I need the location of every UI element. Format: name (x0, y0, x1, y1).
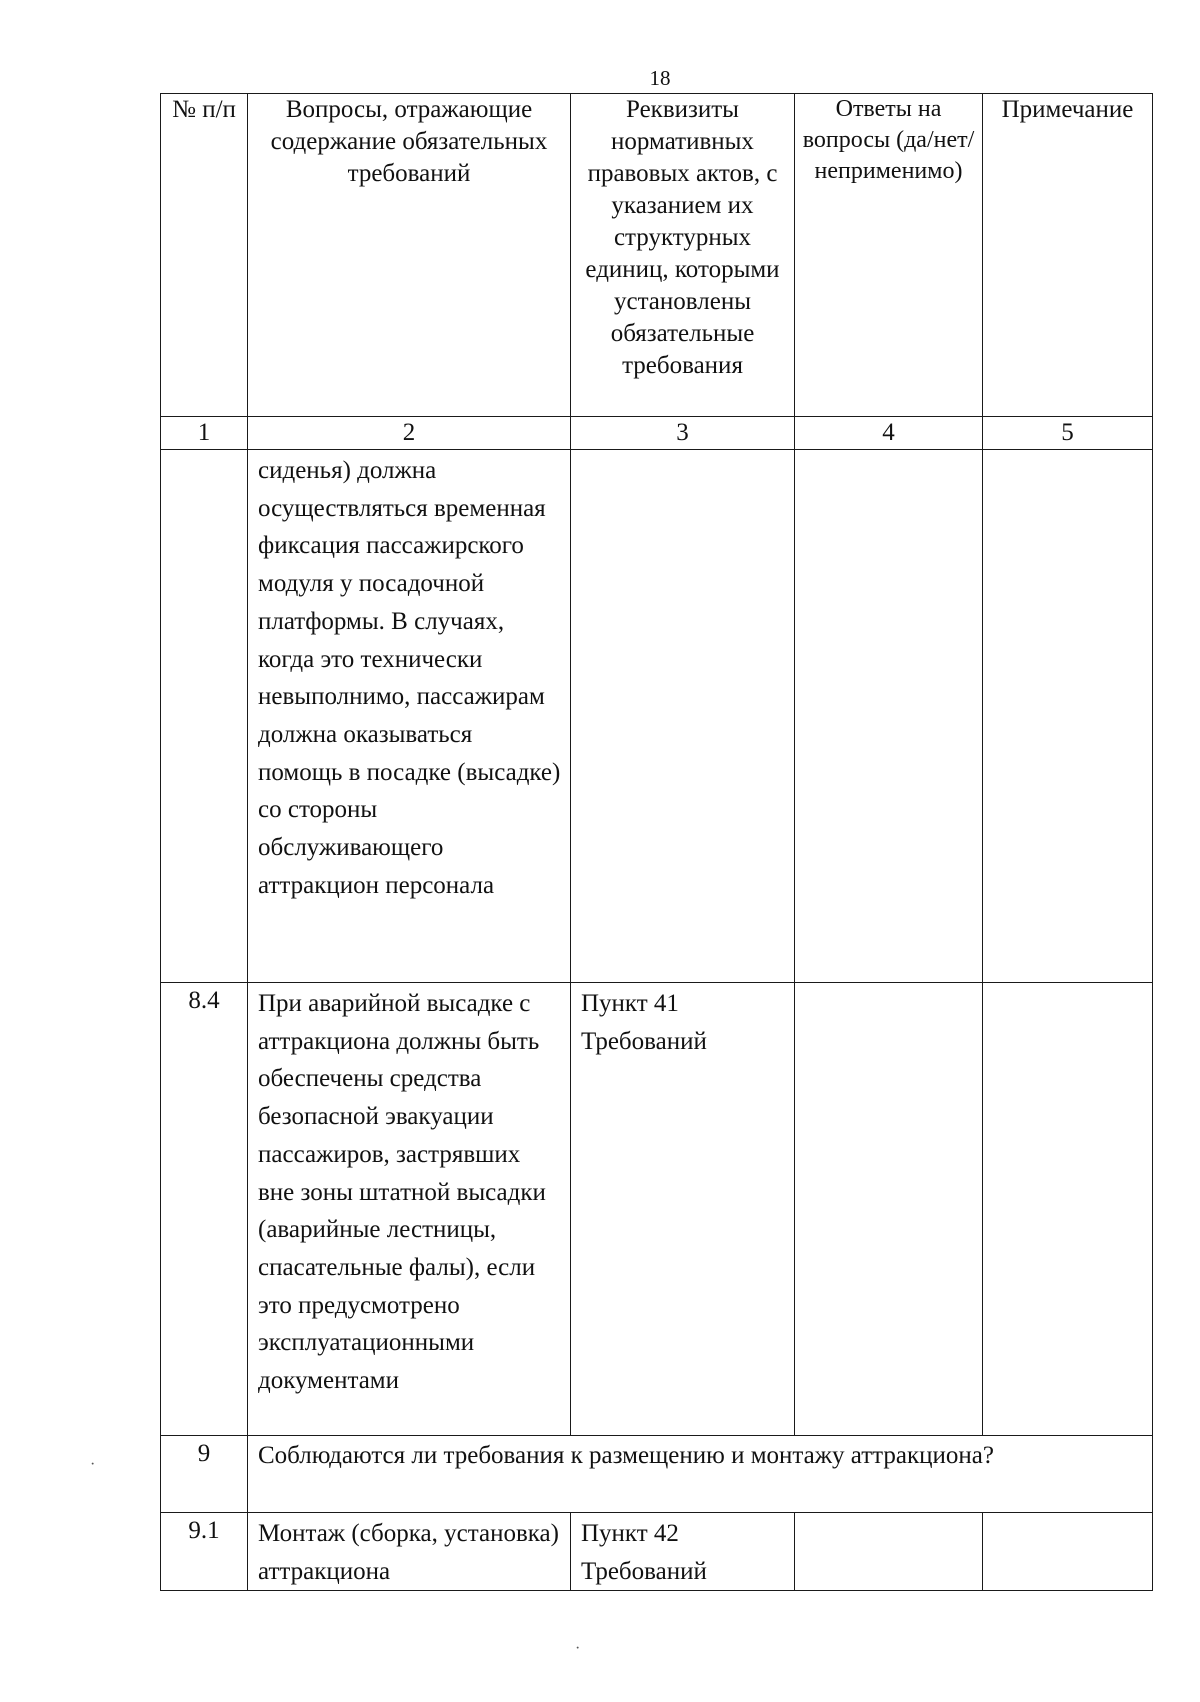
row-reference: Пункт 42 Требований (571, 1513, 795, 1591)
row-answer (795, 1513, 983, 1591)
header-answer: Ответы на вопросы (да/нет/ неприменимо) (795, 94, 983, 417)
column-number: 1 (161, 417, 248, 450)
header-note: Примечание (983, 94, 1153, 417)
row-question: Монтаж (сборка, установка) аттракциона (248, 1513, 571, 1591)
row-note (983, 450, 1153, 983)
row-reference: Пункт 41 Требований (571, 983, 795, 1436)
header-number: № п/п (161, 94, 248, 417)
row-answer (795, 983, 983, 1436)
column-numbers-row (161, 417, 1153, 450)
column-number: 3 (571, 417, 795, 450)
scan-speck: · (90, 1456, 96, 1473)
column-number: 5 (983, 417, 1153, 450)
row-answer (795, 450, 983, 983)
scan-speck: · (575, 1640, 581, 1657)
checklist-table (160, 93, 1153, 1591)
page-number: 18 (649, 66, 671, 90)
section-number: 9 (161, 1436, 248, 1513)
row-note (983, 1513, 1153, 1591)
header-row (161, 94, 1153, 417)
column-number: 2 (248, 417, 571, 450)
table-row (161, 450, 1153, 983)
table-row (161, 983, 1153, 1436)
section-row (161, 1436, 1153, 1513)
section-title: Соблюдаются ли требования к размещению и монтажу аттракциона? (248, 1436, 1153, 1513)
table-row (161, 1513, 1153, 1591)
header-question: Вопросы, отражающие содержание обязательных требований (248, 94, 571, 417)
row-number: 8.4 (161, 983, 248, 1436)
row-number (161, 450, 248, 983)
row-reference (571, 450, 795, 983)
row-question: сиденья) должна осуществляться временная фиксация пассажирского модуля у посадочной платформы. В случаях, когда это технически невыполнимо, пассажирам должна оказываться помощь в посадке (высадке) со стороны обслуживающего аттракцион персонала (248, 450, 571, 983)
row-note (983, 983, 1153, 1436)
row-question: При аварийной высадке с аттракциона должны быть обеспечены средства безопасной эвакуации пассажиров, застрявших вне зоны штатной высадки (аварийные лестницы, спасательные фалы), если это предусмотрено эксплуатационными документами (248, 983, 571, 1436)
row-number: 9.1 (161, 1513, 248, 1591)
column-number: 4 (795, 417, 983, 450)
header-reference: Реквизиты нормативных правовых актов, с указанием их структурных единиц, которыми установлены обязательные требования (571, 94, 795, 417)
